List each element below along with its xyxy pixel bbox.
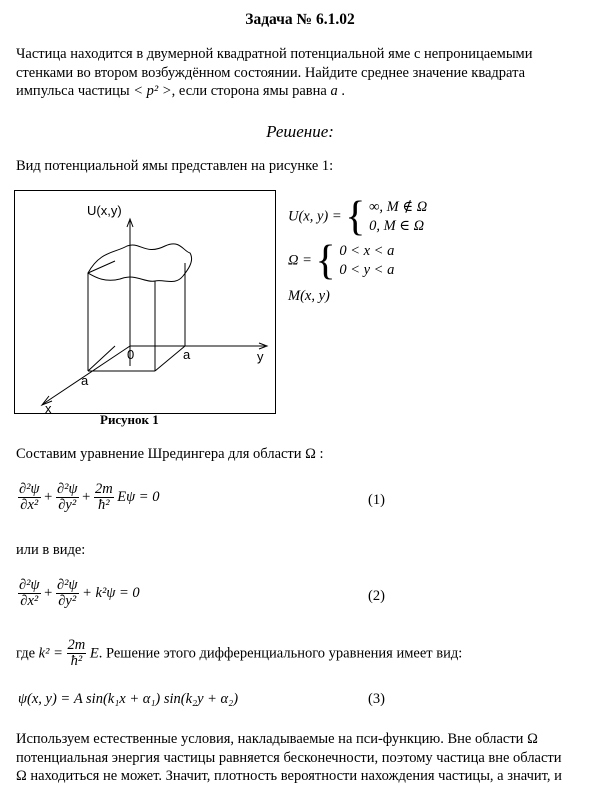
or-form: или в виде: (16, 542, 86, 558)
u-case-1: ∞, M ∉ Ω (369, 199, 428, 215)
x-axis-label: x (45, 401, 52, 413)
eq1-plus-2: + (82, 488, 91, 505)
k-var: E (89, 645, 99, 662)
page-title: Задача № 6.1.02 (245, 11, 355, 28)
eq2-plus-1: + (44, 584, 53, 601)
region-definition (288, 240, 394, 282)
equation-1-number: (1) (368, 492, 385, 508)
solution-heading: Решение: (266, 122, 334, 141)
potential-definition (288, 196, 427, 238)
u-case-2: 0, M ∈ Ω (369, 218, 425, 234)
a-on-x-label: a (81, 373, 89, 388)
u-brace: { (345, 194, 366, 240)
figure-1-frame (14, 190, 276, 414)
eq1-term3-num: 2m (94, 481, 113, 497)
problem-statement (16, 45, 586, 101)
eq1-term2-den: ∂y² (58, 497, 77, 513)
omega-case-1: 0 < x < a (339, 243, 395, 259)
problem-line-3-end: . (341, 83, 345, 99)
equation-2-number: (2) (368, 588, 385, 604)
eq1-term1-den: ∂x² (20, 497, 39, 513)
point-m: M(x, y) (288, 288, 330, 304)
well-right-edge (155, 346, 185, 371)
potential-well-diagram (15, 191, 275, 413)
problem-line-3-prefix: импульса частицы (16, 83, 130, 99)
eq1-term1-num: ∂²ψ (19, 481, 40, 497)
problem-line-2: стенками во втором возбуждённом состоянии. Найдите среднее значение квадрата (16, 64, 526, 81)
figure-intro: Вид потенциальной ямы представлен на рисунке 1: (16, 158, 334, 174)
eq2-term2-den: ∂y² (58, 593, 77, 609)
side-length-var: a (330, 83, 338, 99)
well-left-wall (88, 261, 115, 371)
eq1-rest: Eψ = 0 (117, 489, 160, 505)
schrodinger-intro: Составим уравнение Шредингера для области Ω : (16, 446, 324, 462)
problem-line-3 (16, 82, 586, 101)
figure-caption: Рисунок 1 (100, 412, 159, 427)
problem-line-1: Частица находится в двумерной квадратной потенциальной яме с непроницаемыми (16, 46, 533, 62)
u-lhs: U(x, y) = (288, 208, 342, 225)
k-num: 2m (67, 637, 86, 653)
eq1-plus-1: + (44, 488, 53, 505)
momentum-square-expr: < p² > (133, 83, 172, 99)
conclusion-line-3: Ω находиться не может. Значит, плотность вероятности нахождения частицы, а значит, и (16, 768, 562, 784)
equation-3-number: (3) (368, 691, 385, 707)
omega-case-2: 0 < y < a (339, 262, 395, 278)
eq2-term2-num: ∂²ψ (56, 577, 78, 593)
eq2-term1-num: ∂²ψ (19, 577, 40, 593)
k-den: ħ² (70, 653, 83, 669)
k-lhs: k² = (38, 645, 63, 662)
infinite-potential-surface (88, 244, 192, 282)
eq2-term1-den: ∂x² (20, 593, 39, 609)
y-axis-label: y (257, 349, 264, 364)
conclusion (16, 730, 586, 786)
omega-brace: { (315, 238, 336, 284)
eq1-term2-num: ∂²ψ (56, 481, 78, 497)
problem-line-3-mid: , если сторона ямы равна (171, 83, 327, 99)
conclusion-line-1: Используем естественные условия, накладываемые на пси-функцию. Вне области Ω (16, 731, 538, 747)
k-prefix: где (16, 645, 36, 662)
origin-label: 0 (127, 347, 135, 362)
a-on-y-label: a (183, 347, 191, 362)
equation-2 (18, 578, 140, 609)
k-definition (16, 638, 586, 669)
k-text: . Решение этого дифференциального уравнения имеет вид: (98, 645, 463, 662)
equation-3: ψ(x, y) = A sin(k₁x + α₁) sin(k₂y + α₂) (18, 691, 239, 707)
u-axis-label: U(x,y) (87, 203, 122, 218)
equation-1 (18, 482, 159, 513)
conclusion-line-2: потенциальная энергия частицы равняется бесконечности, поэтому частица вне области (16, 749, 562, 766)
eq1-term3-den: ħ² (98, 497, 110, 513)
eq2-rest: + k²ψ = 0 (82, 585, 140, 601)
omega-lhs: Ω = (288, 252, 312, 269)
